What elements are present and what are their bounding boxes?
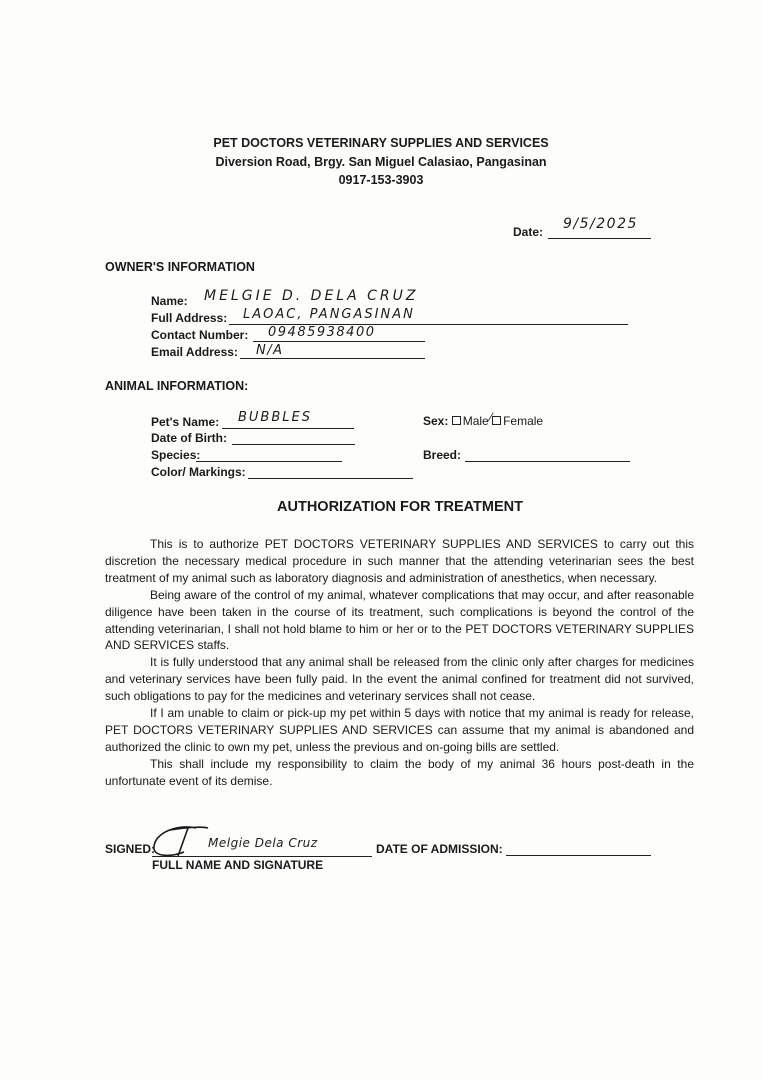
- female-checkbox[interactable]: [490, 410, 501, 425]
- female-label: Female: [503, 414, 544, 428]
- authorization-paragraph: If I am unable to claim or pick-up my pet within 5 days with notice that my animal is ready for release, PET DOCTORS VETERINARY SUPPLIES AND SERVICES can assume that my animal is abandoned and authorized the clinic to own my pet, unless the previous and on-going bills are settled.: [105, 706, 694, 754]
- pet-name-line: [222, 428, 354, 429]
- owner-name-value: MELGIE D. DELA CRUZ: [204, 288, 419, 304]
- pet-name-value: BUBBLES: [238, 410, 312, 425]
- owner-contact-line: [253, 341, 425, 342]
- owner-address-label: Full Address:: [151, 311, 228, 325]
- authorization-paragraph: It is fully understood that any animal shall be released from the clinic only after charges for medicines and veterinary services have been fully paid. In the event the animal confined for treatment did not survived, such obligations to pay for the medicines and veterinary services shall not cease.: [105, 655, 694, 704]
- signature-value: Melgie Dela Cruz: [208, 836, 318, 850]
- admission-label: DATE OF ADMISSION:: [376, 842, 503, 856]
- dob-line: [232, 444, 355, 445]
- species-line: [196, 461, 342, 462]
- sex-field: [423, 410, 544, 428]
- date-value: 9/5/2025: [563, 216, 638, 232]
- owner-contact-value: 09485938400: [268, 325, 376, 340]
- signed-label: SIGNED:: [105, 842, 156, 856]
- signature-caption: FULL NAME AND SIGNATURE: [152, 858, 324, 872]
- owner-email-label: Email Address:: [151, 345, 238, 359]
- owner-section-title: OWNER'S INFORMATION: [105, 260, 255, 274]
- company-phone: 0917-153-3903: [338, 173, 424, 187]
- authorization-paragraph: This is to authorize PET DOCTORS VETERINARY SUPPLIES AND SERVICES to carry out this discretion the necessary medical procedure in such manner that the attending veterinarian sees the best treatment of my animal such as laboratory diagnosis and administration of anesthetics, when necessary.: [105, 537, 694, 585]
- pet-name-label: Pet's Name:: [151, 415, 220, 429]
- owner-contact-label: Contact Number:: [151, 328, 249, 342]
- dob-label: Date of Birth:: [151, 431, 227, 445]
- authorization-paragraph: Being aware of the control of my animal, whatever complications that may occur, and after reasonable diligence have been taken in the course of its treatment, such complications is beyond the control of the attending veterinarian, I shall not hold blame to him or her or to the PET DOCTORS VETERINARY SUPPLIES AND SERVICES staffs.: [105, 587, 694, 653]
- color-line: [248, 478, 413, 479]
- male-checkbox[interactable]: [452, 416, 461, 425]
- species-label: Species:: [151, 448, 201, 462]
- admission-line: [506, 855, 651, 856]
- breed-line: [465, 461, 630, 462]
- breed-label: Breed:: [423, 448, 462, 462]
- sex-label: Sex:: [423, 414, 449, 428]
- owner-email-line: [240, 358, 425, 359]
- owner-email-value: N/A: [256, 343, 284, 358]
- owner-name-label: Name:: [151, 294, 188, 308]
- female-check-mark: ⁄: [490, 410, 493, 425]
- color-label: Color/ Markings:: [151, 465, 246, 479]
- animal-section-title: ANIMAL INFORMATION:: [105, 379, 249, 393]
- male-label: Male: [462, 414, 489, 428]
- company-name: PET DOCTORS VETERINARY SUPPLIES AND SERVICES: [213, 136, 549, 150]
- company-address: Diversion Road, Brgy. San Miguel Calasiao, Pangasinan: [215, 155, 547, 169]
- authorization-title: AUTHORIZATION FOR TREATMENT: [277, 499, 523, 515]
- authorization-body: [105, 536, 694, 790]
- owner-address-value: LAOAC, PANGASINAN: [243, 307, 415, 322]
- date-label: Date:: [513, 225, 544, 239]
- date-line: [548, 238, 651, 239]
- authorization-paragraph: This shall include my responsibility to claim the body of my animal 36 hours post-death in the unfortunate event of its demise.: [105, 756, 694, 788]
